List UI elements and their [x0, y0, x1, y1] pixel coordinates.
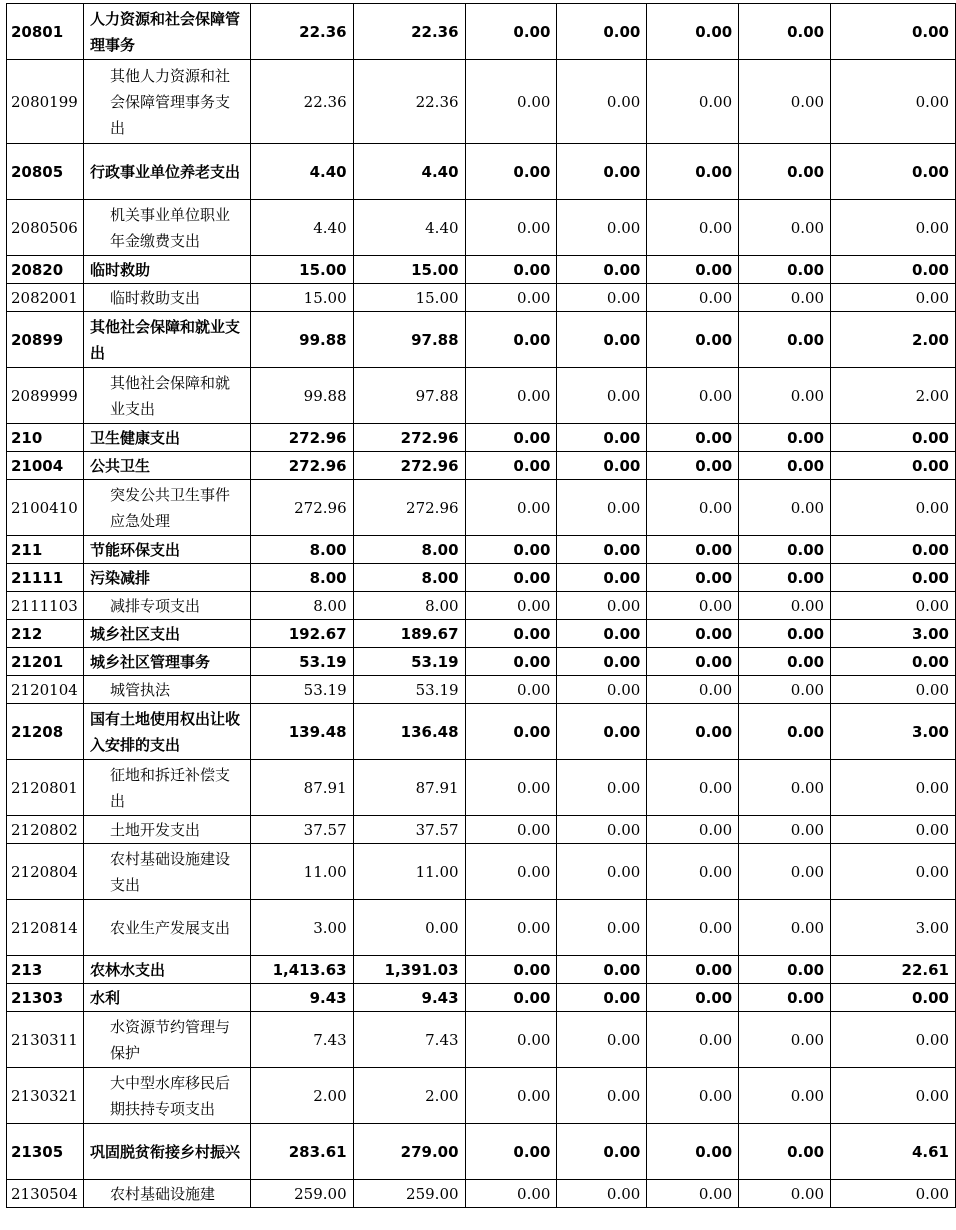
table-row	[7, 144, 956, 200]
budget-table	[6, 3, 956, 1208]
amount-cell: 0.00	[739, 1012, 831, 1068]
table-row	[7, 1124, 956, 1180]
amount-cell: 279.00	[353, 1124, 465, 1180]
amount-cell: 0.00	[647, 1124, 739, 1180]
amount-cell: 0.00	[557, 760, 647, 816]
amount-cell: 0.00	[739, 564, 831, 592]
subject-name-cell: 临时救助	[83, 256, 250, 284]
amount-cell: 0.00	[465, 844, 557, 900]
subject-name-cell: 污染减排	[83, 564, 250, 592]
amount-cell: 7.43	[250, 1012, 353, 1068]
subject-code-cell: 21303	[7, 984, 84, 1012]
table-row	[7, 564, 956, 592]
subject-code-cell: 2120104	[7, 676, 84, 704]
amount-cell: 3.00	[831, 620, 956, 648]
table-row	[7, 676, 956, 704]
amount-cell: 8.00	[353, 564, 465, 592]
amount-cell: 8.00	[250, 564, 353, 592]
amount-cell: 0.00	[647, 1180, 739, 1208]
subject-code-cell: 2120801	[7, 760, 84, 816]
amount-cell: 0.00	[557, 900, 647, 956]
amount-cell: 0.00	[647, 844, 739, 900]
amount-cell: 0.00	[831, 284, 956, 312]
amount-cell: 0.00	[739, 704, 831, 760]
amount-cell: 283.61	[250, 1124, 353, 1180]
amount-cell: 0.00	[739, 816, 831, 844]
table-row	[7, 480, 956, 536]
amount-cell: 4.40	[250, 144, 353, 200]
subject-code-cell: 2120814	[7, 900, 84, 956]
amount-cell: 0.00	[831, 760, 956, 816]
amount-cell: 7.43	[353, 1012, 465, 1068]
amount-cell: 22.61	[831, 956, 956, 984]
subject-name-cell: 卫生健康支出	[83, 424, 250, 452]
amount-cell: 0.00	[465, 144, 557, 200]
subject-name-cell: 节能环保支出	[83, 536, 250, 564]
amount-cell: 0.00	[465, 256, 557, 284]
amount-cell: 0.00	[739, 900, 831, 956]
table-row	[7, 284, 956, 312]
amount-cell: 0.00	[557, 816, 647, 844]
amount-cell: 259.00	[353, 1180, 465, 1208]
amount-cell: 0.00	[739, 648, 831, 676]
amount-cell: 0.00	[739, 984, 831, 1012]
table-row	[7, 900, 956, 956]
amount-cell: 0.00	[557, 844, 647, 900]
amount-cell: 22.36	[250, 60, 353, 144]
amount-cell: 0.00	[739, 256, 831, 284]
amount-cell: 53.19	[353, 676, 465, 704]
amount-cell: 0.00	[465, 200, 557, 256]
amount-cell: 0.00	[831, 816, 956, 844]
amount-cell: 3.00	[831, 900, 956, 956]
amount-cell: 0.00	[557, 704, 647, 760]
amount-cell: 3.00	[250, 900, 353, 956]
subject-code-cell: 213	[7, 956, 84, 984]
amount-cell: 0.00	[739, 284, 831, 312]
amount-cell: 1,391.03	[353, 956, 465, 984]
table-row	[7, 536, 956, 564]
subject-code-cell: 2100410	[7, 480, 84, 536]
amount-cell: 0.00	[647, 564, 739, 592]
amount-cell: 0.00	[557, 592, 647, 620]
amount-cell: 189.67	[353, 620, 465, 648]
amount-cell: 0.00	[831, 452, 956, 480]
amount-cell: 0.00	[647, 984, 739, 1012]
table-row	[7, 200, 956, 256]
subject-code-cell: 20820	[7, 256, 84, 284]
table-row	[7, 760, 956, 816]
amount-cell: 99.88	[250, 368, 353, 424]
table-row	[7, 256, 956, 284]
subject-name-cell: 土地开发支出	[83, 816, 250, 844]
subject-code-cell: 210	[7, 424, 84, 452]
subject-name-cell: 其他社会保障和就业支出	[83, 368, 250, 424]
amount-cell: 0.00	[465, 1012, 557, 1068]
amount-cell: 8.00	[353, 536, 465, 564]
amount-cell: 0.00	[739, 424, 831, 452]
amount-cell: 4.61	[831, 1124, 956, 1180]
amount-cell: 0.00	[557, 424, 647, 452]
amount-cell: 192.67	[250, 620, 353, 648]
amount-cell: 0.00	[647, 200, 739, 256]
table-row	[7, 1012, 956, 1068]
amount-cell: 0.00	[739, 200, 831, 256]
amount-cell: 0.00	[557, 1124, 647, 1180]
amount-cell: 0.00	[831, 592, 956, 620]
amount-cell: 0.00	[647, 620, 739, 648]
subject-name-cell: 减排专项支出	[83, 592, 250, 620]
amount-cell: 2.00	[353, 1068, 465, 1124]
amount-cell: 0.00	[739, 536, 831, 564]
amount-cell: 0.00	[831, 424, 956, 452]
subject-code-cell: 21305	[7, 1124, 84, 1180]
amount-cell: 272.96	[353, 452, 465, 480]
amount-cell: 0.00	[647, 4, 739, 60]
amount-cell: 0.00	[647, 704, 739, 760]
amount-cell: 2.00	[250, 1068, 353, 1124]
amount-cell: 0.00	[739, 760, 831, 816]
amount-cell: 11.00	[353, 844, 465, 900]
amount-cell: 0.00	[557, 564, 647, 592]
table-row	[7, 1180, 956, 1208]
amount-cell: 0.00	[557, 620, 647, 648]
amount-cell: 0.00	[353, 900, 465, 956]
amount-cell: 0.00	[647, 368, 739, 424]
amount-cell: 0.00	[557, 144, 647, 200]
amount-cell: 0.00	[739, 676, 831, 704]
amount-cell: 0.00	[739, 956, 831, 984]
subject-code-cell: 21208	[7, 704, 84, 760]
amount-cell: 0.00	[739, 452, 831, 480]
amount-cell: 0.00	[647, 676, 739, 704]
amount-cell: 0.00	[831, 844, 956, 900]
table-row	[7, 1068, 956, 1124]
amount-cell: 8.00	[250, 536, 353, 564]
amount-cell: 97.88	[353, 312, 465, 368]
amount-cell: 0.00	[557, 1012, 647, 1068]
amount-cell: 0.00	[831, 536, 956, 564]
subject-name-cell: 机关事业单位职业年金缴费支出	[83, 200, 250, 256]
amount-cell: 53.19	[353, 648, 465, 676]
subject-code-cell: 212	[7, 620, 84, 648]
amount-cell: 9.43	[250, 984, 353, 1012]
amount-cell: 0.00	[739, 620, 831, 648]
amount-cell: 0.00	[465, 284, 557, 312]
amount-cell: 0.00	[465, 900, 557, 956]
amount-cell: 0.00	[739, 4, 831, 60]
amount-cell: 0.00	[647, 816, 739, 844]
amount-cell: 0.00	[739, 60, 831, 144]
amount-cell: 0.00	[557, 480, 647, 536]
amount-cell: 0.00	[465, 60, 557, 144]
subject-code-cell: 20801	[7, 4, 84, 60]
subject-code-cell: 21201	[7, 648, 84, 676]
amount-cell: 139.48	[250, 704, 353, 760]
amount-cell: 0.00	[647, 760, 739, 816]
amount-cell: 0.00	[831, 564, 956, 592]
subject-name-cell: 国有土地使用权出让收入安排的支出	[83, 704, 250, 760]
amount-cell: 0.00	[647, 60, 739, 144]
amount-cell: 0.00	[557, 284, 647, 312]
subject-name-cell: 临时救助支出	[83, 284, 250, 312]
amount-cell: 87.91	[353, 760, 465, 816]
amount-cell: 8.00	[353, 592, 465, 620]
amount-cell: 15.00	[353, 256, 465, 284]
table-row	[7, 816, 956, 844]
subject-name-cell: 水资源节约管理与保护	[83, 1012, 250, 1068]
amount-cell: 0.00	[465, 592, 557, 620]
amount-cell: 0.00	[557, 200, 647, 256]
amount-cell: 0.00	[739, 1124, 831, 1180]
subject-name-cell: 其他社会保障和就业支出	[83, 312, 250, 368]
amount-cell: 22.36	[250, 4, 353, 60]
amount-cell: 0.00	[739, 1180, 831, 1208]
subject-name-cell: 突发公共卫生事件应急处理	[83, 480, 250, 536]
amount-cell: 0.00	[647, 536, 739, 564]
amount-cell: 0.00	[557, 1068, 647, 1124]
amount-cell: 0.00	[831, 60, 956, 144]
table-row	[7, 620, 956, 648]
amount-cell: 0.00	[465, 676, 557, 704]
amount-cell: 53.19	[250, 648, 353, 676]
amount-cell: 2.00	[831, 312, 956, 368]
amount-cell: 0.00	[831, 256, 956, 284]
amount-cell: 0.00	[647, 424, 739, 452]
amount-cell: 22.36	[353, 4, 465, 60]
amount-cell: 0.00	[557, 60, 647, 144]
amount-cell: 4.40	[250, 200, 353, 256]
amount-cell: 87.91	[250, 760, 353, 816]
amount-cell: 0.00	[831, 1012, 956, 1068]
subject-code-cell: 2089999	[7, 368, 84, 424]
amount-cell: 0.00	[647, 284, 739, 312]
amount-cell: 0.00	[739, 368, 831, 424]
subject-code-cell: 2111103	[7, 592, 84, 620]
amount-cell: 3.00	[831, 704, 956, 760]
table-row	[7, 312, 956, 368]
amount-cell: 9.43	[353, 984, 465, 1012]
amount-cell: 22.36	[353, 60, 465, 144]
table-row	[7, 956, 956, 984]
amount-cell: 4.40	[353, 200, 465, 256]
amount-cell: 0.00	[465, 368, 557, 424]
amount-cell: 53.19	[250, 676, 353, 704]
amount-cell: 0.00	[647, 592, 739, 620]
amount-cell: 0.00	[465, 956, 557, 984]
amount-cell: 15.00	[250, 284, 353, 312]
amount-cell: 0.00	[831, 1068, 956, 1124]
amount-cell: 15.00	[353, 284, 465, 312]
amount-cell: 272.96	[250, 480, 353, 536]
table-row	[7, 452, 956, 480]
subject-name-cell: 农村基础设施建设支出	[83, 844, 250, 900]
amount-cell: 0.00	[557, 676, 647, 704]
amount-cell: 0.00	[465, 648, 557, 676]
subject-code-cell: 21111	[7, 564, 84, 592]
subject-name-cell: 农业生产发展支出	[83, 900, 250, 956]
amount-cell: 0.00	[465, 620, 557, 648]
table-row	[7, 368, 956, 424]
table-row	[7, 704, 956, 760]
amount-cell: 0.00	[739, 480, 831, 536]
amount-cell: 0.00	[647, 900, 739, 956]
subject-code-cell: 21004	[7, 452, 84, 480]
amount-cell: 0.00	[465, 1180, 557, 1208]
amount-cell: 37.57	[250, 816, 353, 844]
amount-cell: 0.00	[557, 368, 647, 424]
amount-cell: 0.00	[557, 984, 647, 1012]
amount-cell: 0.00	[557, 648, 647, 676]
amount-cell: 0.00	[647, 1068, 739, 1124]
amount-cell: 0.00	[557, 4, 647, 60]
amount-cell: 0.00	[465, 816, 557, 844]
subject-name-cell: 公共卫生	[83, 452, 250, 480]
subject-code-cell: 2120804	[7, 844, 84, 900]
amount-cell: 1,413.63	[250, 956, 353, 984]
amount-cell: 0.00	[831, 1180, 956, 1208]
amount-cell: 8.00	[250, 592, 353, 620]
subject-name-cell: 城乡社区管理事务	[83, 648, 250, 676]
subject-name-cell: 农林水支出	[83, 956, 250, 984]
amount-cell: 11.00	[250, 844, 353, 900]
subject-name-cell: 人力资源和社会保障管理事务	[83, 4, 250, 60]
amount-cell: 272.96	[353, 424, 465, 452]
subject-code-cell: 211	[7, 536, 84, 564]
amount-cell: 0.00	[739, 592, 831, 620]
amount-cell: 0.00	[831, 676, 956, 704]
table-row	[7, 844, 956, 900]
amount-cell: 0.00	[557, 1180, 647, 1208]
amount-cell: 0.00	[739, 144, 831, 200]
subject-code-cell: 2130321	[7, 1068, 84, 1124]
amount-cell: 0.00	[831, 4, 956, 60]
table-row	[7, 4, 956, 60]
subject-code-cell: 2130311	[7, 1012, 84, 1068]
amount-cell: 0.00	[557, 256, 647, 284]
amount-cell: 37.57	[353, 816, 465, 844]
table-row	[7, 984, 956, 1012]
amount-cell: 0.00	[465, 984, 557, 1012]
amount-cell: 0.00	[739, 844, 831, 900]
amount-cell: 0.00	[739, 1068, 831, 1124]
amount-cell: 0.00	[465, 312, 557, 368]
amount-cell: 0.00	[465, 564, 557, 592]
amount-cell: 0.00	[739, 312, 831, 368]
subject-code-cell: 20805	[7, 144, 84, 200]
amount-cell: 0.00	[647, 956, 739, 984]
amount-cell: 0.00	[831, 200, 956, 256]
amount-cell: 272.96	[250, 424, 353, 452]
amount-cell: 99.88	[250, 312, 353, 368]
amount-cell: 0.00	[647, 1012, 739, 1068]
amount-cell: 0.00	[465, 704, 557, 760]
table-row	[7, 424, 956, 452]
amount-cell: 0.00	[831, 648, 956, 676]
table-row	[7, 648, 956, 676]
subject-name-cell: 水利	[83, 984, 250, 1012]
amount-cell: 0.00	[465, 1124, 557, 1180]
amount-cell: 0.00	[465, 4, 557, 60]
amount-cell: 4.40	[353, 144, 465, 200]
table-body	[7, 4, 956, 1208]
amount-cell: 0.00	[647, 648, 739, 676]
table-row	[7, 60, 956, 144]
amount-cell: 0.00	[831, 144, 956, 200]
subject-name-cell: 行政事业单位养老支出	[83, 144, 250, 200]
subject-code-cell: 20899	[7, 312, 84, 368]
table-row	[7, 592, 956, 620]
amount-cell: 0.00	[557, 536, 647, 564]
subject-code-cell: 2082001	[7, 284, 84, 312]
subject-name-cell: 其他人力资源和社会保障管理事务支出	[83, 60, 250, 144]
subject-code-cell: 2120802	[7, 816, 84, 844]
subject-name-cell: 农村基础设施建	[83, 1180, 250, 1208]
amount-cell: 0.00	[557, 452, 647, 480]
subject-code-cell: 2130504	[7, 1180, 84, 1208]
amount-cell: 272.96	[353, 480, 465, 536]
amount-cell: 0.00	[831, 984, 956, 1012]
amount-cell: 0.00	[647, 256, 739, 284]
amount-cell: 0.00	[465, 424, 557, 452]
amount-cell: 0.00	[557, 312, 647, 368]
amount-cell: 0.00	[465, 1068, 557, 1124]
amount-cell: 272.96	[250, 452, 353, 480]
amount-cell: 0.00	[465, 760, 557, 816]
amount-cell: 0.00	[647, 480, 739, 536]
amount-cell: 0.00	[465, 480, 557, 536]
amount-cell: 97.88	[353, 368, 465, 424]
amount-cell: 2.00	[831, 368, 956, 424]
subject-name-cell: 城乡社区支出	[83, 620, 250, 648]
subject-name-cell: 大中型水库移民后期扶持专项支出	[83, 1068, 250, 1124]
amount-cell: 15.00	[250, 256, 353, 284]
subject-name-cell: 征地和拆迁补偿支出	[83, 760, 250, 816]
amount-cell: 0.00	[557, 956, 647, 984]
amount-cell: 0.00	[647, 452, 739, 480]
amount-cell: 136.48	[353, 704, 465, 760]
subject-name-cell: 城管执法	[83, 676, 250, 704]
amount-cell: 259.00	[250, 1180, 353, 1208]
subject-code-cell: 2080506	[7, 200, 84, 256]
subject-name-cell: 巩固脱贫衔接乡村振兴	[83, 1124, 250, 1180]
amount-cell: 0.00	[647, 144, 739, 200]
amount-cell: 0.00	[831, 480, 956, 536]
amount-cell: 0.00	[647, 312, 739, 368]
amount-cell: 0.00	[465, 452, 557, 480]
amount-cell: 0.00	[465, 536, 557, 564]
subject-code-cell: 2080199	[7, 60, 84, 144]
